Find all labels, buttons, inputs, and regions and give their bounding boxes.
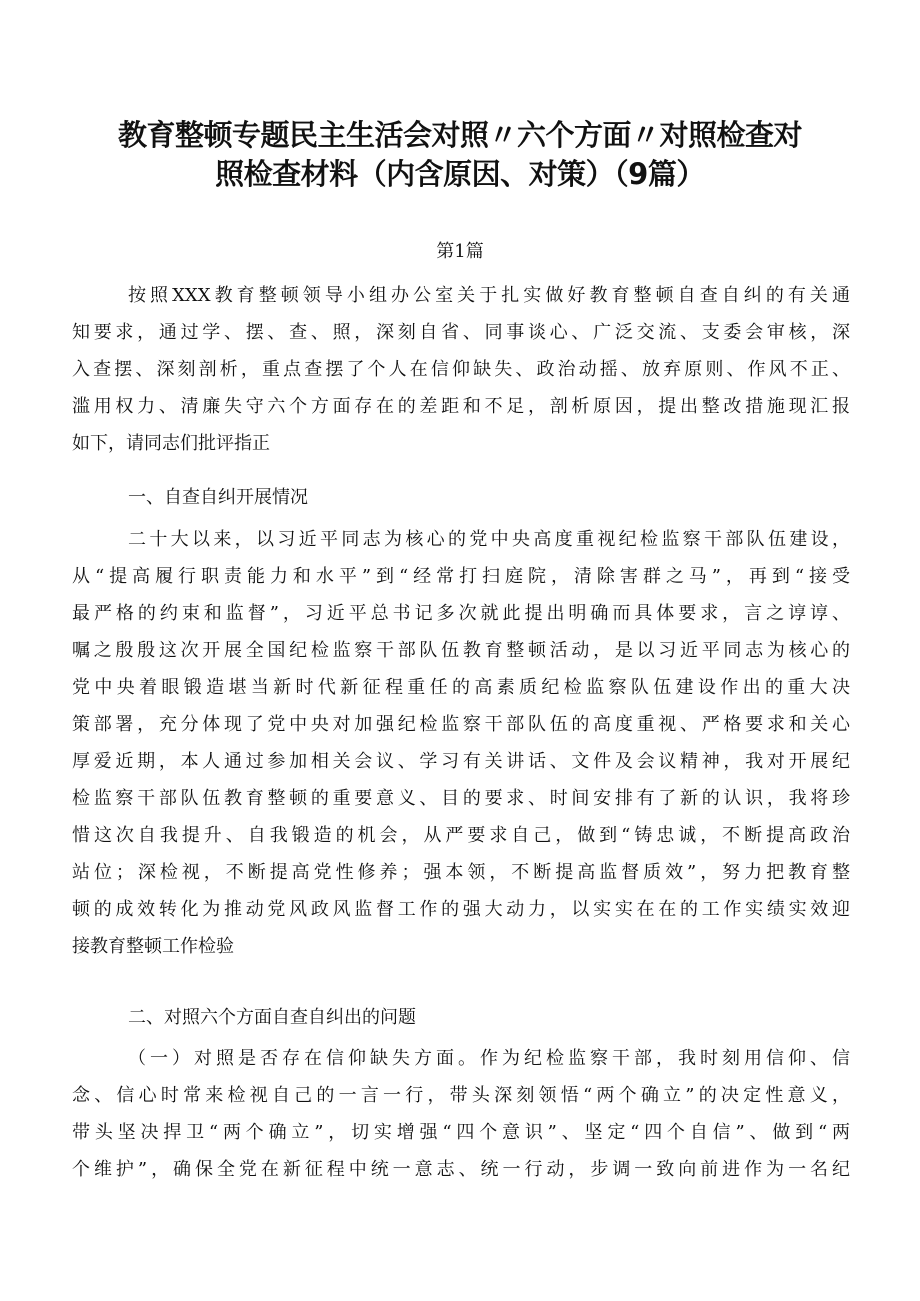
intro-line: 入查摆、深刻剖析，重点查摆了个人在信仰缺失、政治动摇、放弃原则、作风不正、 bbox=[72, 359, 850, 380]
section1-line: 厚爱近期，本人通过参加相关会议、学习有关讲话、文件及会议精神，我对开展纪 bbox=[72, 751, 850, 772]
intro-line: 按照XXX教育整顿领导小组办公室关于扎实做好教育整顿自查自纠的有关通 bbox=[128, 285, 850, 306]
section1-line: 从“提高履行职责能力和水平”到“经常打扫庭院，清除害群之马”，再到“接受 bbox=[72, 566, 850, 587]
section1-line: 顿的成效转化为推动党风政风监督工作的强大动力，以实实在在的工作实绩实效迎 bbox=[72, 899, 850, 920]
intro-line: 知要求，通过学、摆、查、照，深刻自省、同事谈心、广泛交流、支委会审核，深 bbox=[72, 322, 850, 343]
section1-line: 策部署，充分体现了党中央对加强纪检监察干部队伍的高度重视、严格要求和关心 bbox=[72, 714, 850, 735]
section1-line: 接教育整顿工作检验 bbox=[72, 936, 234, 957]
intro-line: 如下，请同志们批评指正 bbox=[72, 433, 270, 454]
intro-line: 滥用权力、清廉失守六个方面存在的差距和不足，剖析原因，提出整改措施现汇报 bbox=[72, 396, 850, 417]
section2-line: 念、信心时常来检视自己的一言一行，带头深刻领悟“两个确立”的决定性意义， bbox=[72, 1085, 850, 1106]
section1-line: 检监察干部队伍教育整顿的重要意义、目的要求、时间安排有了新的认识，我将珍 bbox=[72, 788, 850, 809]
document-title-line-1: 教育整顿专题民主生活会对照〃六个方面〃对照检查对 bbox=[117, 118, 802, 152]
section1-line: 党中央着眼锻造堪当新时代新征程重任的高素质纪检监察队伍建设作出的重大决 bbox=[72, 677, 850, 698]
section1-line: 站位；深检视，不断提高党性修养；强本领，不断提高监督质效”，努力把教育整 bbox=[72, 862, 850, 883]
document-title-line-2: 照检查材料（内含原因、对策）（9篇） bbox=[215, 157, 705, 191]
section1-line: 二十大以来，以习近平同志为核心的党中央高度重视纪检监察干部队伍建设， bbox=[128, 529, 850, 550]
section1-line: 嘱之殷殷这次开展全国纪检监察干部队伍教育整顿活动，是以习近平同志为核心的 bbox=[72, 640, 850, 661]
section2-line: （一）对照是否存在信仰缺失方面。作为纪检监察干部，我时刻用信仰、信 bbox=[128, 1048, 850, 1069]
section-heading-1: 一、自查自纠开展情况 bbox=[128, 487, 308, 508]
section2-line: 个维护”，确保全党在新征程中统一意志、统一行动，步调一致向前进作为一名纪 bbox=[72, 1159, 850, 1180]
section1-line: 惜这次自我提升、自我锻造的机会，从严要求自己，做到“铸忠诚，不断提高政治 bbox=[72, 825, 850, 846]
section2-line: 带头坚决捍卫“两个确立”，切实增强“四个意识”、坚定“四个自信”、做到“两 bbox=[72, 1122, 850, 1143]
section1-line: 最严格的约束和监督”，习近平总书记多次就此提出明确而具体要求，言之谆谆、 bbox=[72, 603, 850, 624]
section-heading-2: 二、对照六个方面自查自纠出的问题 bbox=[128, 1007, 416, 1028]
article-number: 第1篇 bbox=[436, 241, 484, 262]
